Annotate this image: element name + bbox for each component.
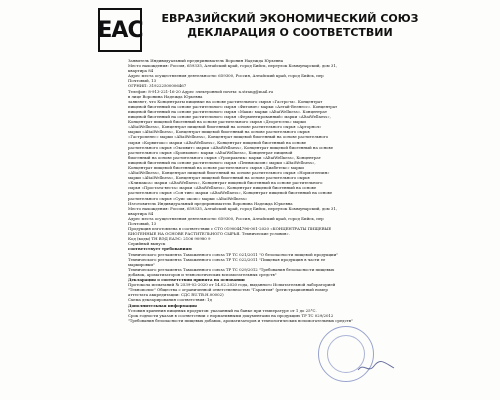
declaration-body: [128, 58, 420, 323]
section-heading: соответствует требованиям: [128, 246, 192, 252]
text-line: БИОГЕННЫЕ НА ОСНОВЕ РАСТИТЕЛЬНОГО СЫРЬЯ. Технические условия».: [128, 231, 290, 237]
section-heading: Дополнительная информация: [128, 302, 197, 308]
text-line: Концентрат пищевой биогенный на основе растительного сырья «Деоретсель» марки: [128, 119, 306, 125]
text-line: «Климакса» марки «AltaiWellness», Концентрат пищевой биогенный на основе растительного: [128, 180, 323, 186]
text-line: пищевой биогенный на основе растительного сырья «Фитовит» марки «Алтай-Велнесс». Концентрат: [128, 103, 338, 109]
text-line: пищевой биогенный на основе растительного сырья «Маки» марки «AltaiWellness». Концентрат: [128, 108, 328, 114]
text-line: растительного сырья «Суис оксис» марки «AltaiWellness»: [128, 195, 248, 201]
section-heading: Декларация о соответствии принята на основании: [128, 277, 245, 283]
text-line: маркировки": [128, 261, 155, 267]
text-line: Серийный выпуск: [128, 241, 166, 247]
text-line: сырья «Корвитокс» марки «AltaiWellness», Концентрат пищевой биогенный на основе: [128, 139, 307, 145]
text-line: Продукция изготовлена в соответствии с СТО 0190044796-001-2020 «КОНЦЕНТРАТЫ ПИЩЕВЫЕ: [128, 226, 332, 232]
eac-logo-text: EAC: [97, 17, 143, 43]
text-line: марки «AltaiWellness», Концентрат пищевой биогенный на основе растительного сырья: [128, 129, 310, 135]
text-line: Технического регламента Таможенного союза ТР ТС 029/2012 "Требования безопасности пищевых: [128, 266, 335, 272]
text-line: Протокола испытаний № 2539-02-2020 от 14.02.2020 года, выданного Испытательной лабораторией: [128, 282, 336, 288]
text-line: квартира 84: [128, 68, 154, 74]
text-line: Технического регламента Таможенного союза ТР ТС 021/2011 "О безопасности пищевой продукции": [128, 251, 339, 257]
text-line: квартира 84: [128, 210, 154, 216]
text-line: Место нахождения: Россия, 659335, Алтайский край, город Бийск, переулок Коммунарский, дом 31,: [128, 63, 338, 69]
text-line: Технического регламента Таможенного союза ТР ТС 022/2011 "Пищевая продукция в части ее: [128, 256, 326, 262]
text-line: растительного сырья «Сон тин» марки «AltaiWellness», Концентрат пищевой биогенный на основе: [128, 190, 333, 196]
text-line: Условия хранения пищевых продуктов: указанный на банке при температуре от 1 до 25°С.: [128, 307, 317, 313]
text-line: Телефон: 8-913-221-16-20 Адрес электронной почты: n.strang@mail.ru: [128, 88, 273, 94]
header-line-2: ДЕКЛАРАЦИЯ О СООТВЕТСТВИИ: [187, 26, 393, 39]
text-line: Заявитель Индивидуальный предприниматель Воронин Надежда Юрьевна: [128, 58, 284, 63]
text-line: ОГРНИП: 319222500006467: [128, 83, 187, 89]
text-line: Изготовитель Индивидуальный предприниматель Воронина Надежда Юрьевна: [128, 200, 293, 206]
text-line: растительного сырья «Оксивит» марки «AltaiWellness», Концентрат пищевой биогенный на основе: [128, 144, 334, 150]
header-line-1: ЕВРАЗИЙСКИЙ ЭКОНОМИЧЕСКИЙ СОЮЗ: [161, 12, 419, 25]
text-line: биогенный на основе растительного сырья «Уропрактик» марки «AltaiWellness», Концентрат: [128, 154, 321, 160]
text-line: «AltaiWellness», Концентрат пищевой биогенный на основе растительного сырья «Нормотензин»: [128, 170, 330, 176]
text-line: марки «AltaiWellness», Концентрат пищевой биогенный на основе растительного сырья: [128, 175, 310, 181]
text-line: «Гастропенес» марки «AltaiWellness», Концентрат пищевой биогенный на основе растительного: [128, 134, 329, 140]
eac-logo: [98, 8, 142, 52]
text-line: добавок, ароматизаторов и технологических вспомогательных средств": [128, 271, 277, 277]
text-line: Почтовый, 13: [128, 78, 157, 84]
text-line: в лице Воронина Надежда Юрьевна: [128, 93, 203, 99]
text-line: Код (коды) ТН ВЭД ЕАЭС: 2106 90980 9: [128, 236, 211, 242]
text-line: Концентрат пищевой биогенный на основе растительного сырья «Диабетекс» марки: [128, 164, 304, 170]
text-line: Почтовый, 13: [128, 221, 157, 226]
text-line: Адрес места осуществления деятельности: 659300, Россия, Алтайский край, город Бийск, пер: [128, 73, 324, 79]
signature: [356, 360, 396, 374]
text-line: Место нахождения: Россия, 659335, Алтайский край, город Бийск, переулок Коммунарский, дом 31,: [128, 205, 338, 211]
text-line: пищевой биогенный на основе растительного сырья «Ферментированный» марки «AltaiWellness»,: [128, 114, 331, 120]
text-line: заявляет, что Концентраты пищевые на основе растительного сырья «Гастро-м». Концентрат: [128, 98, 323, 104]
text-line: «AltaiWellness», Концентрат пищевой биогенный на основе растительного сырья «Арторнол»: [128, 124, 322, 130]
text-line: сырья «Простата-веста» марки «AltaiWellness», Концентрат пищевой биогенный на основе: [128, 185, 317, 191]
text-line: "Требования безопасности пищевых добавок, ароматизаторов и технологических вспомогательных средств": [128, 317, 353, 323]
text-line: аттестата аккредитации: СДС RU.ТВ.Н.00002): [128, 292, 224, 298]
text-line: Срок годности указан в соответствии с нормативными документами на продукцию ТР ТС 029/2012: [128, 312, 334, 318]
text-line: Схема декларирования соответствия: 1д: [128, 297, 212, 303]
document-header: [160, 12, 420, 40]
text-line: Адрес места осуществления деятельности: 659300, Россия, Алтайский край, город Бийск, пер: [128, 215, 324, 221]
text-line: "Технополис" Общества с ограниченной ответственностью "Гарантия" (регистрационный номер: [128, 287, 328, 293]
text-line: растительного сырья «Бронховит» марки «AltaiWellness», Концентрат пищевой: [128, 149, 293, 155]
text-line: пищевой биогенный на основе растительного сырья «Пневмоксин» марки «AltaiWellness»,: [128, 159, 316, 165]
